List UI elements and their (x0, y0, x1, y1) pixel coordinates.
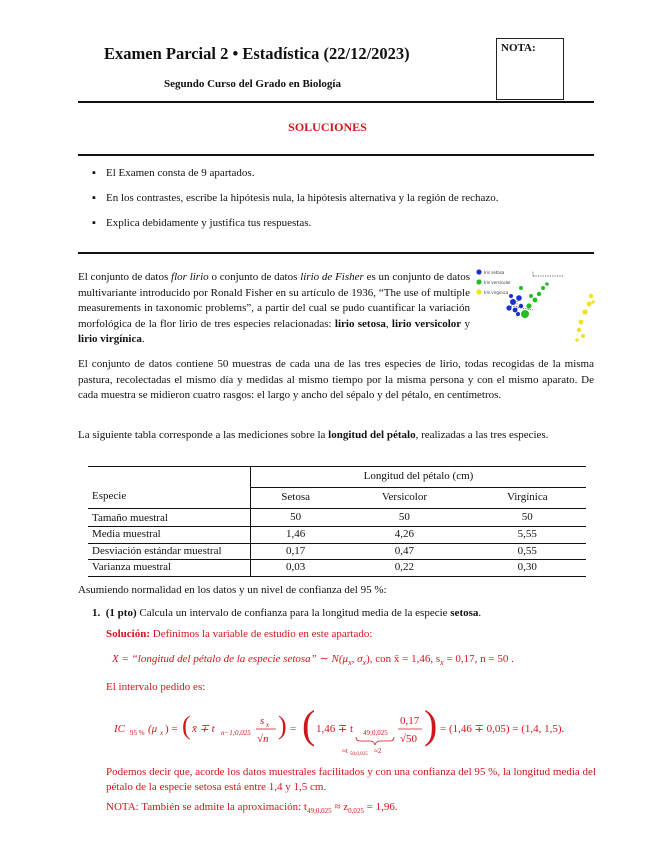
exam-subtitle: Segundo Curso del Grado en Biología (164, 78, 341, 90)
rule-item: ▪ En los contrastes, escribe la hipótesis nula, la hipótesis alternativa y la región de rechazo. (92, 191, 499, 205)
svg-text:(: ( (182, 711, 191, 740)
exam-rules-list (92, 166, 499, 241)
table-column-header: Versicolor (381, 490, 428, 503)
interval-label: El intervalo pedido es: (106, 681, 206, 693)
specific-t-sub: 49;0,025 (363, 729, 388, 737)
grade-box (496, 38, 564, 100)
table-column-header: Setosa (281, 490, 310, 503)
species-setosa: lirio setosa (334, 317, 386, 330)
question-1: 1. (1 pto) Calcula un intervalo de confianza para la longitud media de la especie setosa. (92, 607, 482, 619)
iris-scatter-plot (473, 266, 603, 348)
header-divider (78, 101, 594, 103)
table-row: Desviación estándar muestral 0,17 0,47 0,55 (88, 543, 586, 560)
legend-marker-versicolor (476, 279, 481, 284)
versicolor-points (519, 282, 549, 318)
rule-item: ▪ El Examen consta de 9 apartados. (92, 166, 499, 180)
frac-den: √n (257, 733, 269, 745)
legend-marker-virginica (476, 289, 481, 294)
solution-conclusion: Podemos decir que, acorde los datos muestrales facilitados y con una confianza del 95 %, la longitud media del pétalo de la especie setosa está entre 1,4 y 1,5 cm. (106, 766, 596, 793)
confidence-interval-formula (100, 700, 600, 758)
legend-marker-setosa (476, 269, 481, 274)
ic-arg: (μ (148, 723, 158, 735)
rules-top-divider (78, 154, 594, 156)
virginica-points (575, 294, 595, 342)
ic-label: IC (114, 723, 125, 735)
table-group-header: Longitud del pétalo (cm) (251, 467, 587, 488)
frac-num: s (260, 715, 265, 727)
table-row: Varianza muestral 0,03 0,22 0,30 (88, 560, 586, 577)
solution-note: NOTA: También se admite la aproximación: $t_{49;0,025} \approx z_{0,025} = 1,96$. (106, 801, 398, 816)
rule-item: ▪ Explica debidamente y justifica tus respuestas. (92, 216, 499, 230)
svg-text:x: x (160, 729, 164, 737)
frac2-den: √50 (400, 733, 418, 745)
solutions-banner: SOLUCIONES (288, 120, 367, 134)
specific-t: 1,46 ∓ t (316, 723, 354, 735)
svg-text:): ) (424, 702, 438, 747)
exam-title: Examen Parcial 2 • Estadística (22/12/2023) (104, 44, 410, 63)
setosa-points (506, 294, 523, 316)
table-column-header: Virgínica (506, 490, 548, 503)
interval-result: = (1,46 ∓ 0,05) = (1,4, 1,5). (440, 723, 565, 735)
svg-text:50;0,025: 50;0,025 (350, 752, 368, 757)
table-row: Media muestral 1,46 4,26 5,55 (88, 527, 586, 544)
species-virginica: lirio virgínica (78, 333, 142, 345)
ic-sub: 95 % (130, 729, 145, 737)
grade-label: NOTA: (501, 42, 536, 54)
intro-paragraph-3: La siguiente tabla corresponde a las mediciones sobre la longitud del pétalo, realizadas a las tres especies. (78, 429, 549, 441)
table-column-header: Especie (88, 487, 251, 508)
formula-svg (100, 700, 600, 758)
iris-scatter-figure (473, 266, 603, 348)
petal-length-table (88, 466, 586, 577)
svg-text:(: ( (302, 702, 316, 747)
legend-text-versicolor: Iris versicolor (484, 280, 511, 285)
general-t-sub: n−1;0,025 (221, 729, 251, 737)
solution-intro: Solución: Definimos la variable de estudio en este apartado: (106, 628, 373, 640)
svg-text:): ) (278, 711, 287, 740)
svg-text:x: x (266, 721, 270, 729)
intro-paragraph-2: El conjunto de datos contiene 50 muestras de cada una de las tres especies de lirio, todas recogidas de la misma pastura, recolectadas el mismo día y medidas al mismo tiempo por la misma persona y con el mismo aparato. De cada muestra se midieron cuatro rasgos: el largo y ancho del sépalo y del pétalo, en centímetros. (78, 358, 594, 401)
table-row: Tamaño muestral 50 50 50 (88, 508, 586, 527)
legend-text-setosa: Iris setosa (484, 270, 505, 275)
approx-note: ≈t (342, 747, 348, 755)
general-t: x̄ ∓ t (192, 723, 215, 735)
assumption-text: Asumiendo normalidad en los datos y un nivel de confianza del 95 %: (78, 584, 387, 596)
legend-text-virginica: Iris virginica (484, 290, 509, 295)
svg-text:=: = (290, 723, 297, 735)
variable-definition-equation: X = “longitud del pétalo de la especie setosa” ∼ $N(\mu_x$, $\sigma_x$), con x̄ = 1,46, $s_x = 0,17$, n = 50 . (112, 653, 514, 668)
rules-bottom-divider (78, 252, 594, 254)
intro-paragraph-1: El conjunto de datos flor lirio o conjunto de datos lirio de Fisher es un conjunto de datos multivariante introducido por Ronald Fisher en su artículo de 1936, “The use of multiple measurements in taxonomic problems”, a partir del cual se pudo cuantificar la variación morfológica de la flor lirio de tres especies relacionadas: lirio setosa, lirio versicolor y lirio virgínica. (78, 271, 470, 345)
svg-text:) =: ) = (165, 723, 178, 735)
species-versicolor: lirio versicolor (391, 317, 462, 330)
frac2-num: 0,17 (400, 715, 420, 727)
svg-text:≈2: ≈2 (374, 747, 382, 755)
